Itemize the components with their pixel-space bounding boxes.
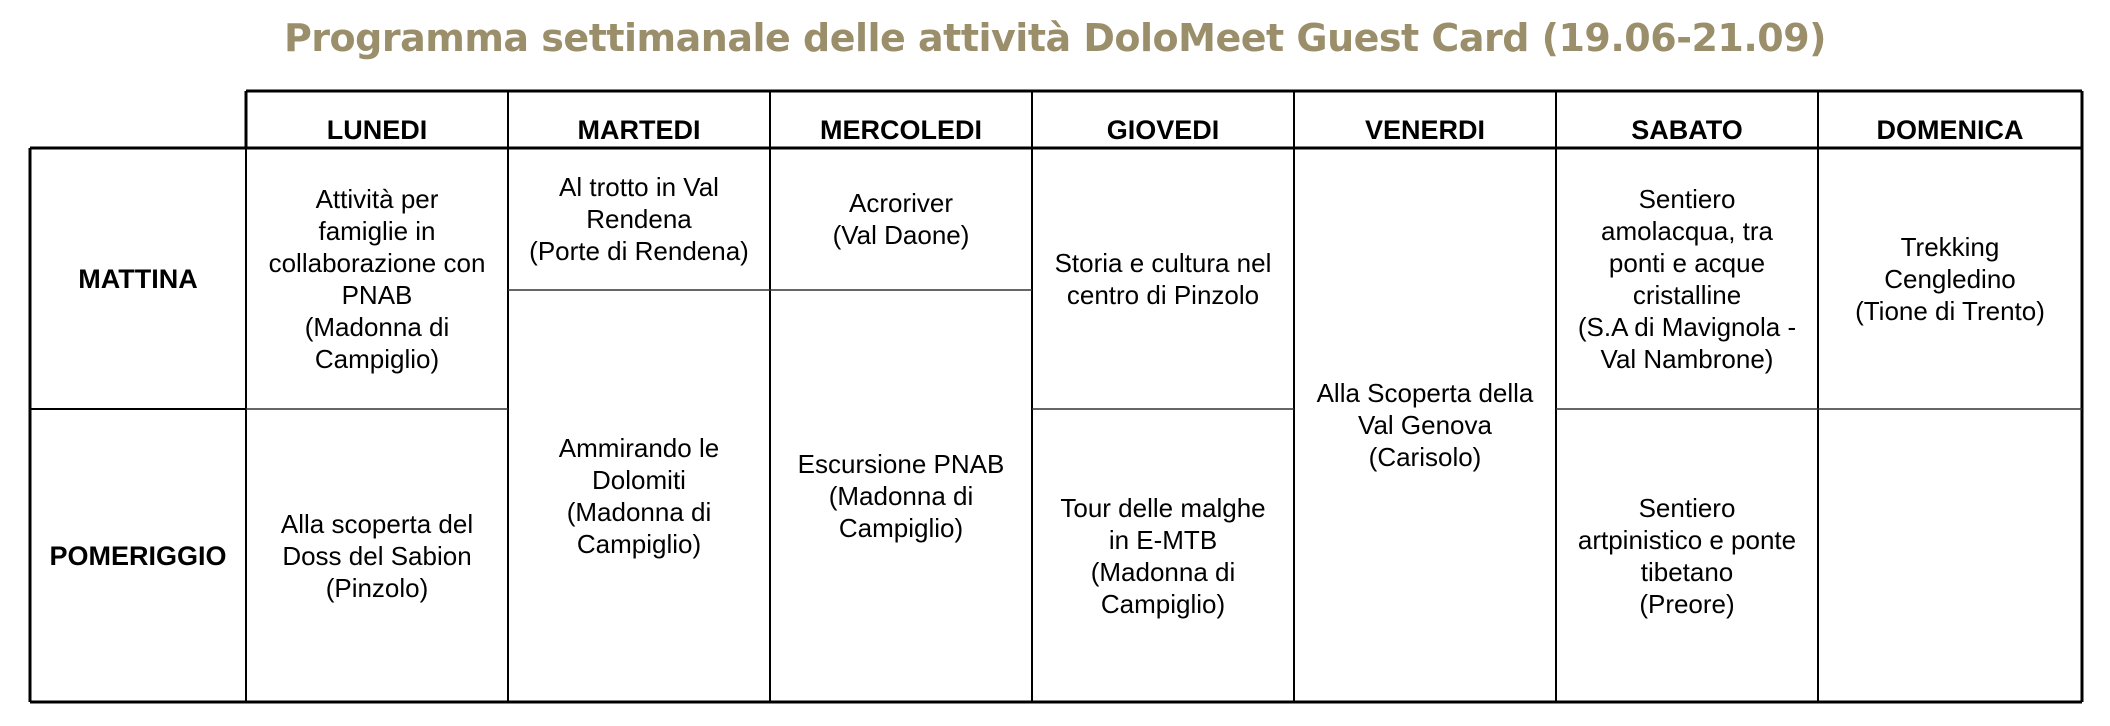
activity-sabato-pomeriggio: Sentiero artpinistico e ponte tibetano (Preore) [1577, 492, 1797, 619]
activity-martedi-pomeriggio: Ammirando le Dolomiti (Madonna di Campiglio) [558, 433, 720, 559]
activity-domenica-pomeriggio [1818, 409, 2082, 702]
day-header-lunedi: LUNEDI [326, 115, 428, 145]
row-label-pomeriggio: POMERIGGIO [49, 540, 227, 571]
day-header-venerdi: VENERDI [1364, 115, 1486, 145]
activity-mercoledi-mattina: Acroriver (Val Daone) [832, 188, 970, 250]
activity-lunedi-pomeriggio: Alla scoperta del Doss del Sabion (Pinzolo) [280, 508, 474, 603]
day-header-mercoledi: MERCOLEDI [820, 115, 982, 145]
activity-venerdi: Alla Scoperta della Val Genova (Carisolo) [1316, 378, 1534, 472]
activity-mercoledi-pomeriggio: Escursione PNAB (Madonna di Campiglio) [797, 449, 1005, 543]
activity-giovedi-pomeriggio: Tour delle malghe in E-MTB (Madonna di Campiglio) [1060, 492, 1266, 619]
page-title: Programma settimanale delle attività DoloMeet Guest Card (19.06-21.09) [283, 16, 1827, 60]
row-label-mattina: MATTINA [78, 263, 198, 294]
day-header-giovedi: GIOVEDI [1106, 115, 1220, 145]
activity-martedi-mattina: Al trotto in Val Rendena (Porte di Rendena) [529, 172, 749, 266]
day-header-domenica: DOMENICA [1876, 115, 2024, 145]
day-header-sabato: SABATO [1631, 115, 1743, 145]
activity-sabato-mattina: Sentiero amolacqua, tra ponti e acque cristalline (S.A di Mavignola - Val Nambrone) [1577, 183, 1797, 374]
activity-lunedi-mattina: Attività per famiglie in collaborazione con PNAB (Madonna di Campiglio) [268, 183, 486, 374]
activity-giovedi-mattina: Storia e cultura nel centro di Pinzolo [1054, 247, 1272, 310]
day-header-martedi: MARTEDI [577, 115, 701, 145]
activity-domenica-mattina: Trekking Cengledino (Tione di Trento) [1855, 231, 2045, 326]
